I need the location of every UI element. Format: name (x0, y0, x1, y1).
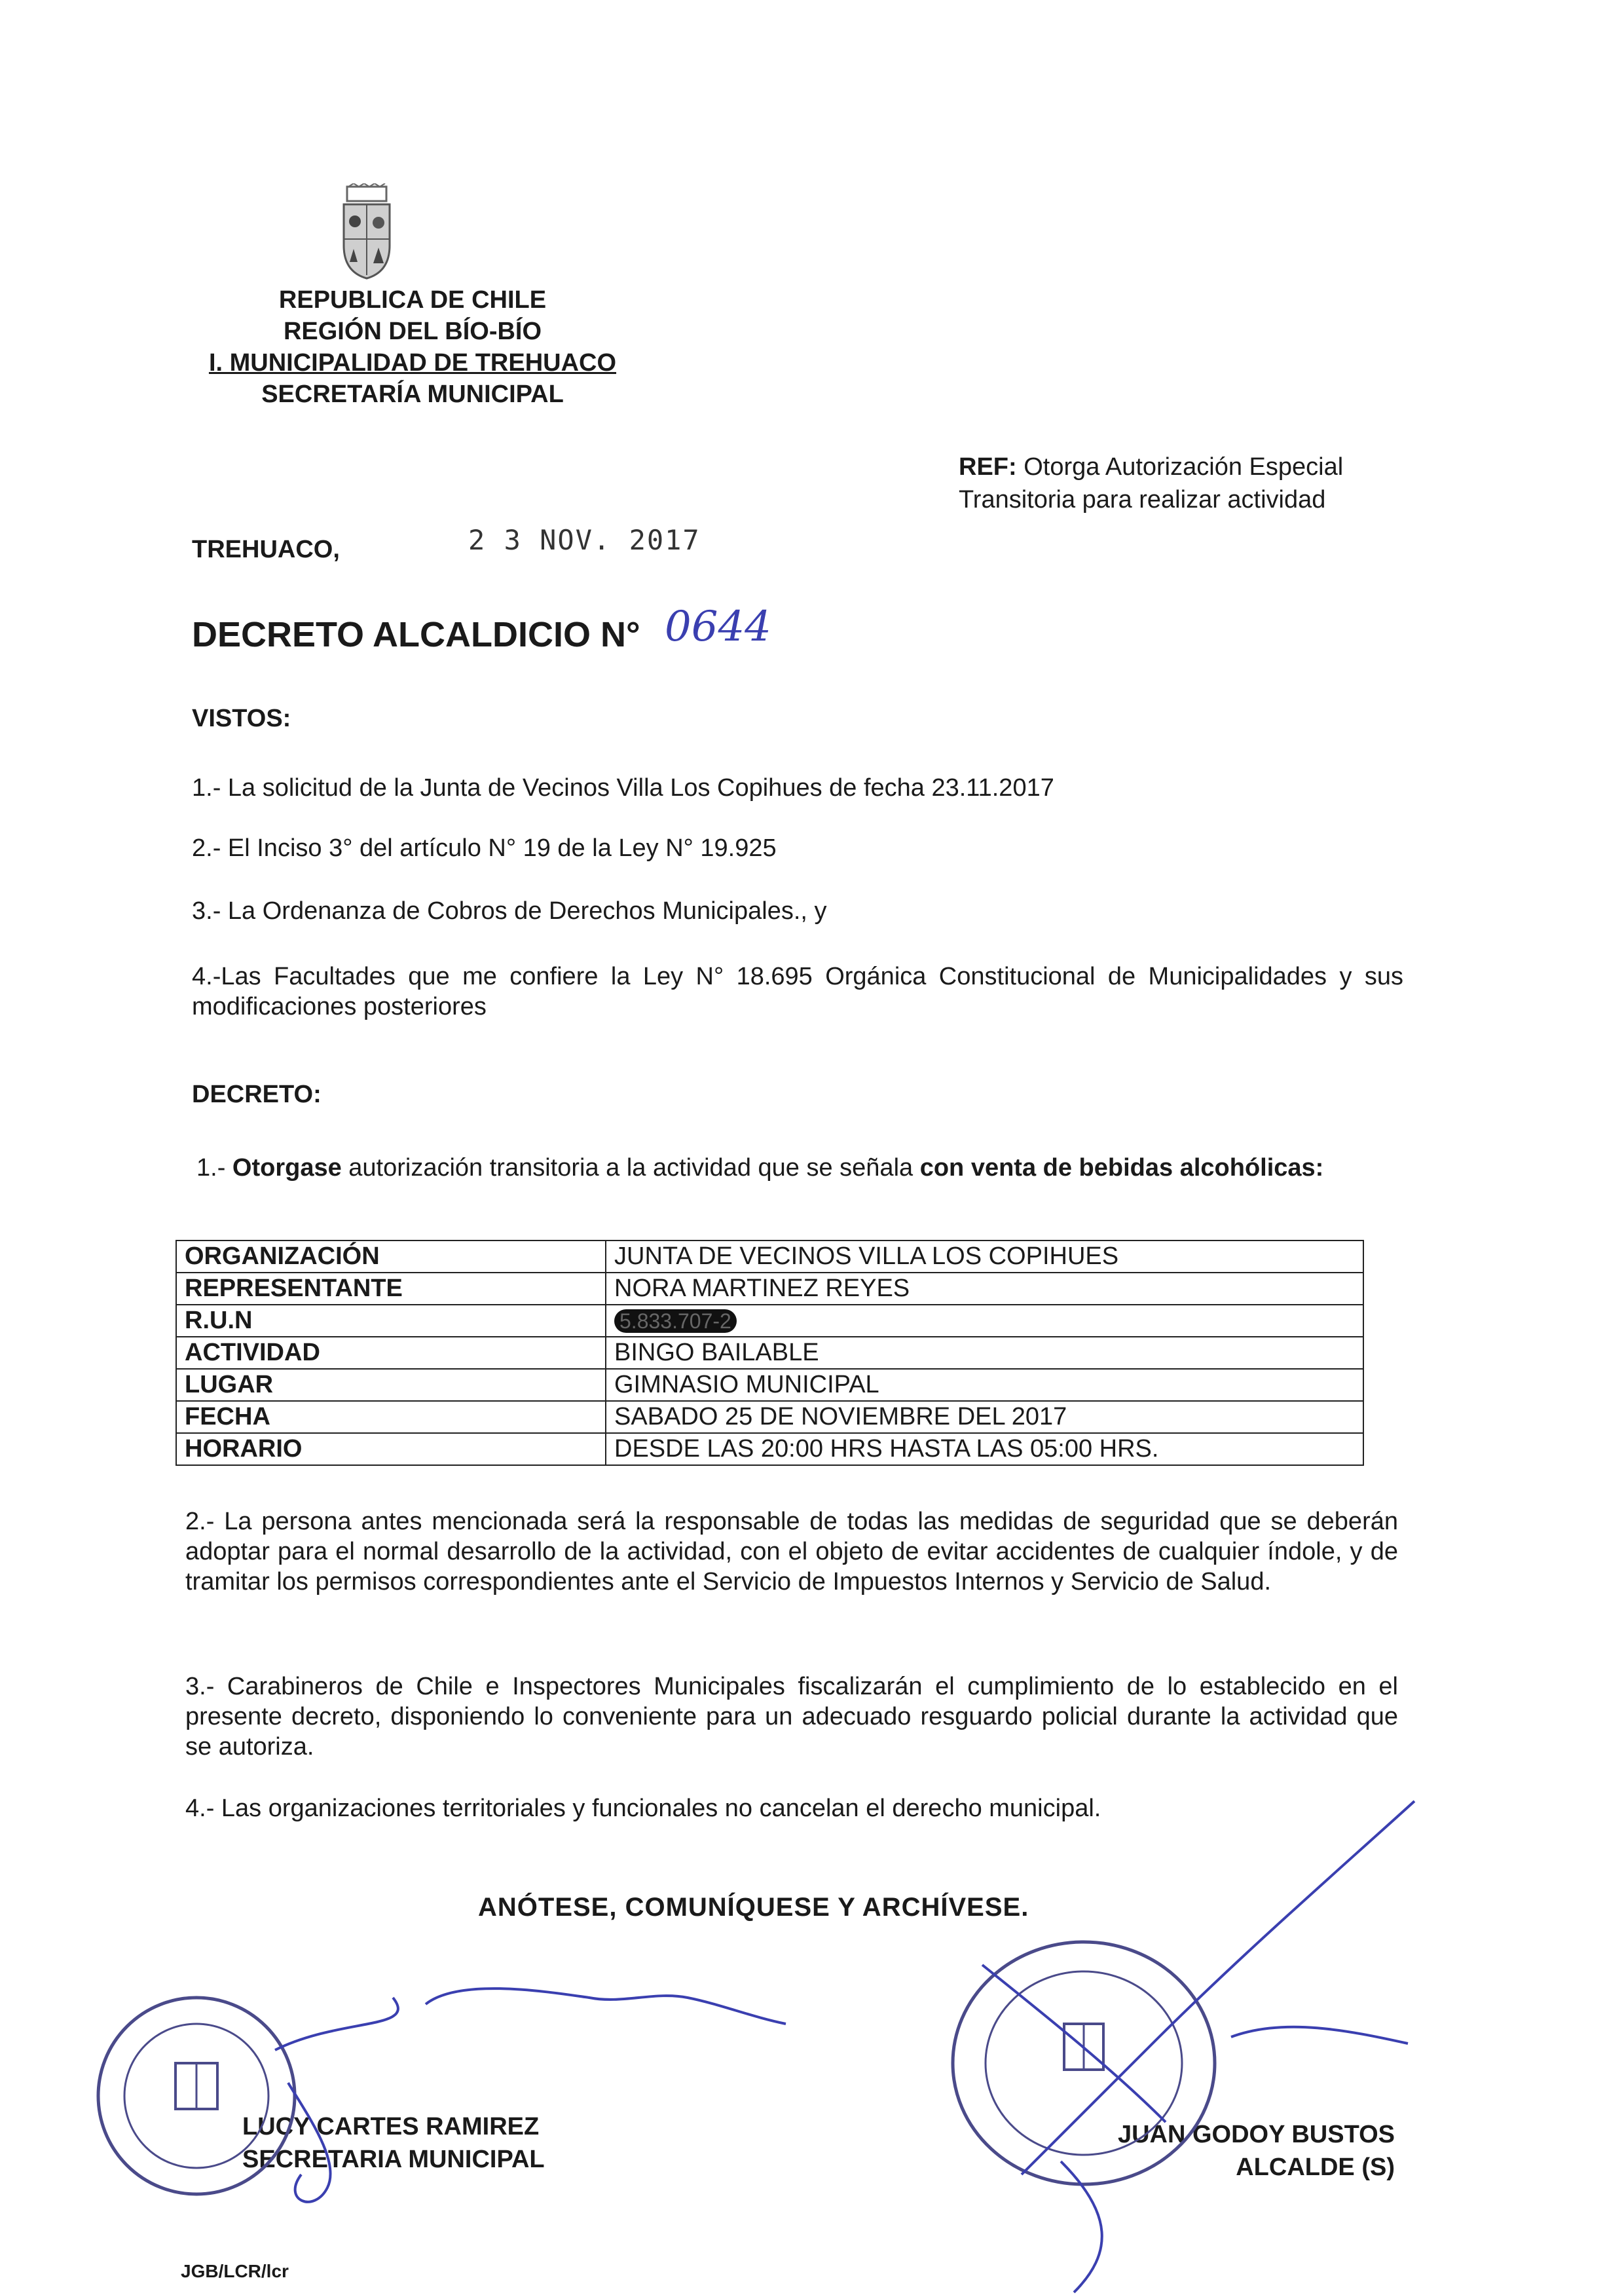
decreto-item-1-condition: con venta de bebidas alcohólicas: (919, 1154, 1324, 1182)
municipal-seal-left-icon (98, 1998, 295, 2194)
table-value: SABADO 25 DE NOVIEMBRE DEL 2017 (606, 1401, 1363, 1433)
table-key: HORARIO (176, 1433, 606, 1465)
table-key: ORGANIZACIÓN (176, 1241, 606, 1273)
vistos-item: 3.- La Ordenanza de Cobros de Derechos Municipales., y (192, 897, 827, 925)
decreto-item-1-text: autorización transitoria a la actividad que se señala (341, 1154, 920, 1182)
table-value: JUNTA DE VECINOS VILLA LOS COPIHUES (606, 1241, 1363, 1273)
decreto-item-3: 3.- Carabineros de Chile e Inspectores Municipales fiscalizarán el cumplimiento de lo establecido en el presente decreto, disponiendo lo conveniente para un adecuado resguardo policial durante la actividad que se autoriza. (185, 1673, 1398, 1761)
closing-formula: ANÓTESE, COMUNÍQUESE Y ARCHÍVESE. (478, 1893, 1029, 1922)
header-municipality: I. MUNICIPALIDAD DE TREHUACO (208, 349, 617, 377)
table-value: GIMNASIO MUNICIPAL (606, 1369, 1363, 1401)
vistos-item: 1.- La solicitud de la Junta de Vecinos Villa Los Copihues de fecha 23.11.2017 (192, 774, 1054, 802)
handwritten-signature-right (982, 1801, 1414, 2292)
vistos-heading: VISTOS: (192, 705, 291, 732)
decreto-heading: DECRETO: (192, 1081, 322, 1108)
signer-role-left: SECRETARIA MUNICIPAL (242, 2146, 545, 2173)
signer-role-right: ALCALDE (S) (1236, 2154, 1395, 2181)
table-key: LUGAR (176, 1369, 606, 1401)
vistos-item: 4.-Las Facultades que me confiere la Ley N° 18.695 Orgánica Constitucional de Municipalidades y sus modificaciones posteriores (192, 963, 1403, 1020)
place-label: TREHUACO, (192, 536, 340, 563)
decreto-item-1-prefix: 1.- (196, 1154, 232, 1182)
header-department: SECRETARÍA MUNICIPAL (261, 381, 564, 408)
table-value: DESDE LAS 20:00 HRS HASTA LAS 05:00 HRS. (606, 1433, 1363, 1465)
table-value: BINGO BAILABLE (606, 1337, 1363, 1369)
table-value: NORA MARTINEZ REYES (606, 1273, 1363, 1305)
date-stamp: 2 3 NOV. 2017 (468, 524, 701, 556)
decreto-item-1-verb: Otorgase (232, 1154, 342, 1182)
vistos-item: 2.- El Inciso 3° del artículo N° 19 de la Ley N° 19.925 (192, 834, 777, 862)
redacted-run: 5.833.707-2 (614, 1309, 737, 1333)
signer-name-left: LUCY CARTES RAMIREZ (242, 2113, 540, 2140)
municipal-seal-right-icon (953, 1942, 1215, 2184)
ref-label: REF: (959, 453, 1017, 481)
signer-name-right: JUAN GODOY BUSTOS (1117, 2121, 1395, 2148)
typist-initials: JGB/LCR/lcr (181, 2261, 289, 2281)
header-country: REPUBLICA DE CHILE (278, 286, 547, 314)
table-key: ACTIVIDAD (176, 1337, 606, 1369)
table-key: REPRESENTANTE (176, 1273, 606, 1305)
table-key: FECHA (176, 1401, 606, 1433)
table-key: R.U.N (176, 1305, 606, 1337)
decree-title: DECRETO ALCALDICIO N° (192, 615, 640, 654)
ref-text: Otorga Autorización Especial Transitoria para realizar actividad (959, 453, 1344, 513)
handwritten-signature-left (275, 1988, 786, 2202)
decree-number: 0644 (665, 603, 771, 651)
decreto-item-4: 4.- Las organizaciones territoriales y funcionales no cancelan el derecho municipal. (185, 1795, 1101, 1822)
decreto-item-2: 2.- La persona antes mencionada será la responsable de todas las medidas de seguridad que se deberán adoptar para el normal desarrollo de la actividad, con el objeto de evitar accidentes de cualquier índole, y de tramitar los permisos correspondientes ante el Servicio de Impuestos Internos y Servicio de Salud. (185, 1508, 1398, 1595)
header-region: REGIÓN DEL BÍO-BÍO (283, 318, 542, 345)
